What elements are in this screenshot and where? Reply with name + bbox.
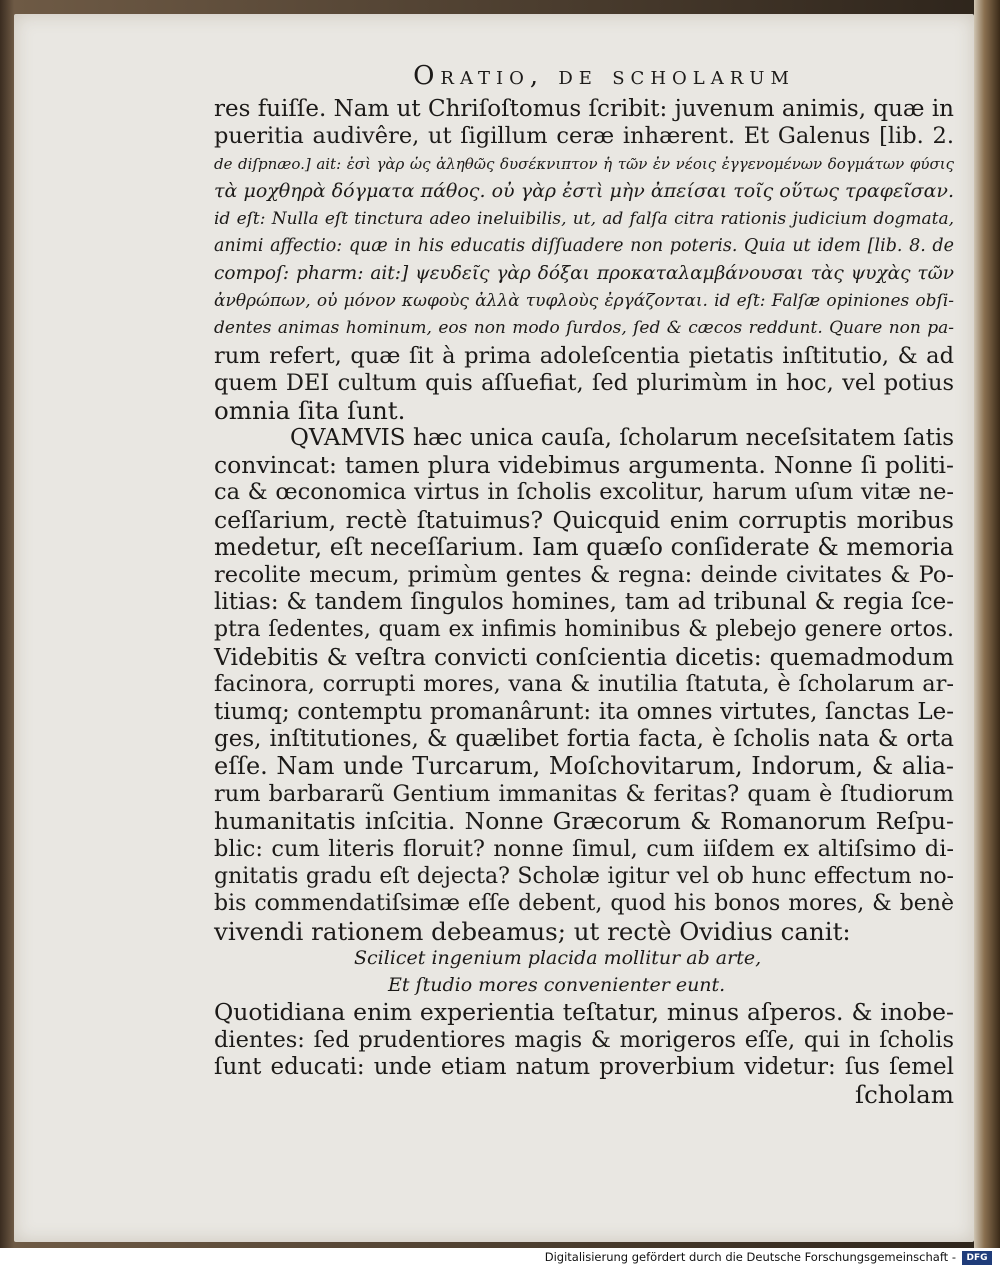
text-line: id eſt: Nulla eſt tinctura adeo ineluibilis, ut, ad falſa citra rationis judicium dogmata, xyxy=(214,208,954,229)
text-line: τὰ μοχθηρὰ δόγματα πάθος. οὐ γὰρ ἐστὶ μὴν ἀπείσαι τοῖς οὕτως τραφεῖσαν. xyxy=(214,180,954,203)
verse-line: Scilicet ingenium placida mollitur ab arte, xyxy=(354,947,762,970)
text-line: dentes animas hominum, eos non modo ſurdos, ſed & cæcos reddunt. Quare non pa- xyxy=(214,318,954,339)
text-line: ceſſarium, rectè ſtatuimus? Quicquid enim corruptis moribus xyxy=(214,505,954,534)
text-line: convincat: tamen plura videbimus argumenta. Nonne ſi politi- xyxy=(214,451,954,480)
text-line: animi affectio: quæ in his educatis diſſuadere non poteris. Quia ut idem [lib. 8. de xyxy=(214,235,954,256)
text-line: recolite mecum, primùm gentes & regna: deinde civitates & Po- xyxy=(214,561,954,588)
dfg-logo-icon: DFG xyxy=(962,1251,992,1265)
text-line: gnitatis gradu eſt dejecta? Scholæ igitur vel ob hunc effectum no- xyxy=(214,863,954,889)
text-line: facinora, corrupti mores, vana & inutilia ſtatuta, è ſcholarum ar- xyxy=(214,671,954,698)
text-line: blic: cum literis floruit? nonne ſimul, cum iiſdem ex altiſsimo di- xyxy=(214,835,954,862)
verse-line: Et ſtudio mores convenienter eunt. xyxy=(388,974,726,997)
text-line: litias: & tandem ſingulos homines, tam ad tribunal & regia ſce- xyxy=(214,589,954,616)
catchword: ſcholam xyxy=(855,1080,954,1110)
text-line: de diſpnæo.] ait: ἐσὶ γὰρ ὡς ἀληθῶς δυσέκνιπτον ἡ τῶν ἐν νέοις ἐγγενομένων δογμάτων φύσις xyxy=(214,154,954,173)
text-line: pueritia audivêre, ut ſigillum ceræ inhærent. Et Galenus [lib. 2. xyxy=(214,123,954,150)
book-page-edge xyxy=(974,0,1000,1248)
text-line: tiumq; contemptu promanârunt: ita omnes virtutes, ſanctas Le- xyxy=(214,698,954,725)
text-line: bis commendatiſsimæ eſſe debent, quod his bonos mores, & benè xyxy=(214,891,954,917)
text-line: eſſe. Nam unde Turcarum, Moſchovitarum, Indorum, & alia- xyxy=(214,752,954,781)
funding-notice: Digitalisierung gefördert durch die Deutsche Forschungsgemeinschaft - xyxy=(544,1250,956,1264)
text-line: QVAMVIS hæc unica cauſa, ſcholarum neceſsitatem ſatis xyxy=(290,424,954,451)
text-line: ges, inſtitutiones, & quælibet fortia facta, è ſcholis nata & orta xyxy=(214,725,954,752)
text-line: ſunt educati: unde etiam natum proverbium videtur: ſus ſemel xyxy=(214,1053,954,1080)
text-line: ptra ſedentes, quam ex infimis hominibus & plebejo genere ortos. xyxy=(214,617,954,643)
text-line: rum barbararũ Gentium immanitas & feritas? quam è ſtudiorum xyxy=(214,780,954,807)
digitization-footer xyxy=(0,1248,1000,1268)
text-line: compoſ: pharm: ait:] ψευδεῖς γὰρ δόξαι προκαταλαμβάνουσαι τὰς ψυχὰς τῶν xyxy=(214,263,954,285)
text-line: Videbitis & veſtra convicti conſcientia dicetis: quemadmodum xyxy=(214,642,954,671)
text-line: ca & œconomica virtus in ſcholis excolitur, harum uſum vitæ ne- xyxy=(214,479,954,506)
text-line: humanitatis inſcitia. Nonne Græcorum & Romanorum Reſpu- xyxy=(214,807,954,836)
text-line: dientes: ſed prudentiores magis & morigeros eſſe, qui in ſcholis xyxy=(214,1026,954,1053)
text-line: medetur, eſt neceſſarium. Iam quæſo conſiderate & memoria xyxy=(214,533,954,562)
text-line: Quotidiana enim experientia teſtatur, minus aſperos. & inobe- xyxy=(214,998,954,1027)
text-line: rum refert, quæ ſit à prima adoleſcentia pietatis inſtitutio, & ad xyxy=(214,342,954,369)
running-header: Oratio, de scholarum xyxy=(413,61,795,91)
text-line: ἀνθρώπων, οὐ μόνον κωφοὺς ἀλλὰ τυφλοὺς ἐργάζονται. id eſt: Falſæ opiniones obſi- xyxy=(214,290,954,311)
text-line: vivendi rationem debeamus; ut rectè Ovidius canit: xyxy=(214,916,851,946)
text-line: quem DEI cultum quis aſſuefiat, ſed plurimùm in hoc, vel potius xyxy=(214,369,954,396)
text-line: res fuiſſe. Nam ut Chriſoſtomus ſcribit: juvenum animis, quæ in xyxy=(214,96,954,122)
text-line: omnia ſita ſunt. xyxy=(214,396,406,426)
page-content xyxy=(214,58,954,1109)
